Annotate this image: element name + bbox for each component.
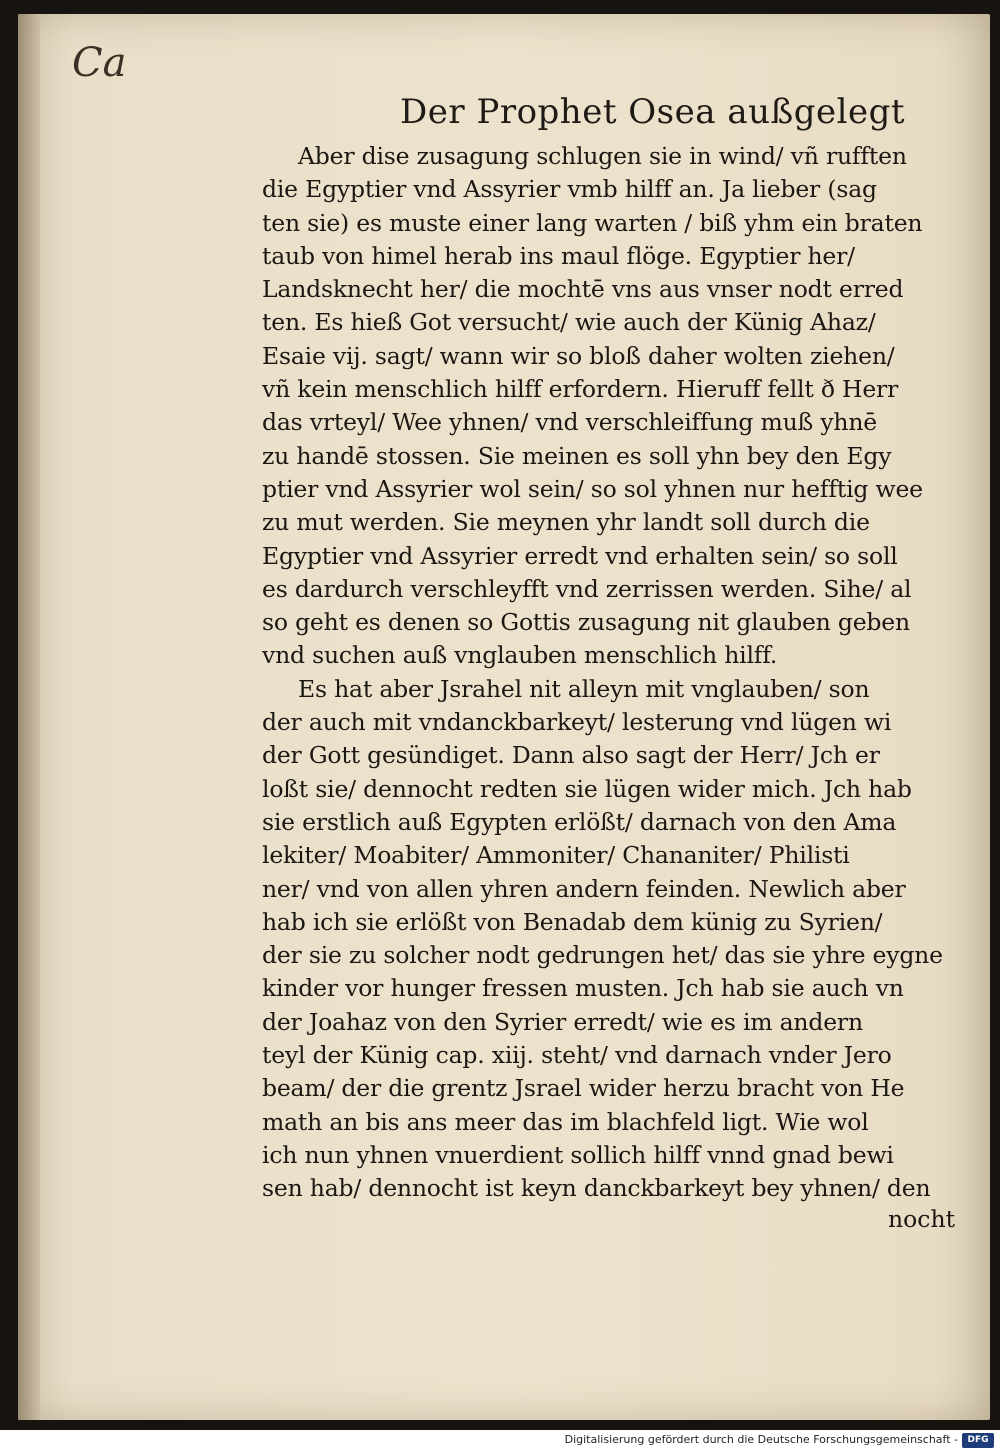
text-line: beam/ der die grentz Jsrael wider herzu bracht von He <box>262 1074 905 1103</box>
text-line: zu handē stossen. Sie meinen es soll yhn bey den Egy <box>262 441 892 470</box>
text-line: der Gott gesündiget. Dann also sagt der Herr/ Jch er <box>262 741 880 770</box>
text-line: vñ kein menschlich hilff erfordern. Hieruff fellt ð Herr <box>262 375 899 404</box>
text-line: der auch mit vndanckbarkeyt/ lesterung vnd lügen wi <box>262 708 892 737</box>
text-line: Esaie vij. sagt/ wann wir so bloß daher wolten ziehen/ <box>262 341 895 370</box>
text-line: lekiter/ Moabiter/ Ammoniter/ Chananiter/ Philisti <box>262 841 850 870</box>
text-line: teyl der Künig cap. xiij. steht/ vnd darnach vnder Jero <box>262 1041 892 1070</box>
text-line: sen hab/ dennocht ist keyn danckbarkeyt bey yhnen/ den <box>262 1174 931 1203</box>
page-gutter-edge <box>18 14 40 1420</box>
text-line: zu mut werden. Sie meynen yhr landt soll durch die <box>262 508 870 537</box>
text-line: Egyptier vnd Assyrier erredt vnd erhalten sein/ so soll <box>262 541 898 570</box>
text-line: loßt sie/ dennocht redten sie lügen wider mich. Jch hab <box>262 774 912 803</box>
text-line: ten. Es hieß Got versucht/ wie auch der Künig Ahaz/ <box>262 308 876 337</box>
text-line: der sie zu solcher nodt gedrungen het/ das sie yhre eygne <box>262 941 943 970</box>
text-line: hab ich sie erlößt von Benadab dem künig zu Syrien/ <box>262 907 883 936</box>
catchword: nocht <box>888 1205 956 1233</box>
text-line: ner/ vnd von allen yhren andern feinden. Newlich aber <box>262 874 906 903</box>
text-line: ich nun yhnen vnuerdient sollich hilff vnnd gnad bewi <box>262 1140 894 1169</box>
text-line: ten sie) es muste einer lang warten / biß yhm ein braten <box>262 208 923 237</box>
text-line: ptier vnd Assyrier wol sein/ so sol yhnen nur hefftig wee <box>262 474 923 503</box>
text-line: die Egyptier vnd Assyrier vmb hilff an. Ja lieber (sag <box>262 175 877 204</box>
dfg-logo-icon: DFG <box>962 1433 994 1448</box>
text-line: vnd suchen auß vnglauben menschlich hilff. <box>262 641 778 670</box>
text-line: Landsknecht her/ die mochtē vns aus vnser nodt erred <box>262 275 904 304</box>
text-line: math an bis ans meer das im blachfeld ligt. Wie wol <box>262 1107 869 1136</box>
signature-mark: Ca <box>72 40 127 86</box>
text-line: taub von himel herab ins maul flöge. Egyptier her/ <box>262 241 855 270</box>
text-line: es dardurch verschleyfft vnd zerrissen werden. Sihe/ al <box>262 574 912 603</box>
text-block <box>262 140 967 1206</box>
text-line: das vrteyl/ Wee yhnen/ vnd verschleiffung muß yhnē <box>262 408 877 437</box>
text-line: Es hat aber Jsrahel nit alleyn mit vnglauben/ son <box>298 674 870 703</box>
text-line: kinder vor hunger fressen musten. Jch hab sie auch vn <box>262 974 904 1003</box>
text-line: sie erstlich auß Egypten erlößt/ darnach von den Ama <box>262 807 897 836</box>
text-line: so geht es denen so Gottis zusagung nit glauben geben <box>262 608 910 637</box>
text-line: der Joahaz von den Syrier erredt/ wie es im andern <box>262 1007 863 1036</box>
running-head: Der Prophet Osea außgelegt <box>400 92 906 132</box>
footer-credit: Digitalisierung gefördert durch die Deutsche Forschungsgemeinschaft - <box>564 1433 958 1446</box>
text-line: Aber dise zusagung schlugen sie in wind/ vñ rufften <box>298 142 907 170</box>
